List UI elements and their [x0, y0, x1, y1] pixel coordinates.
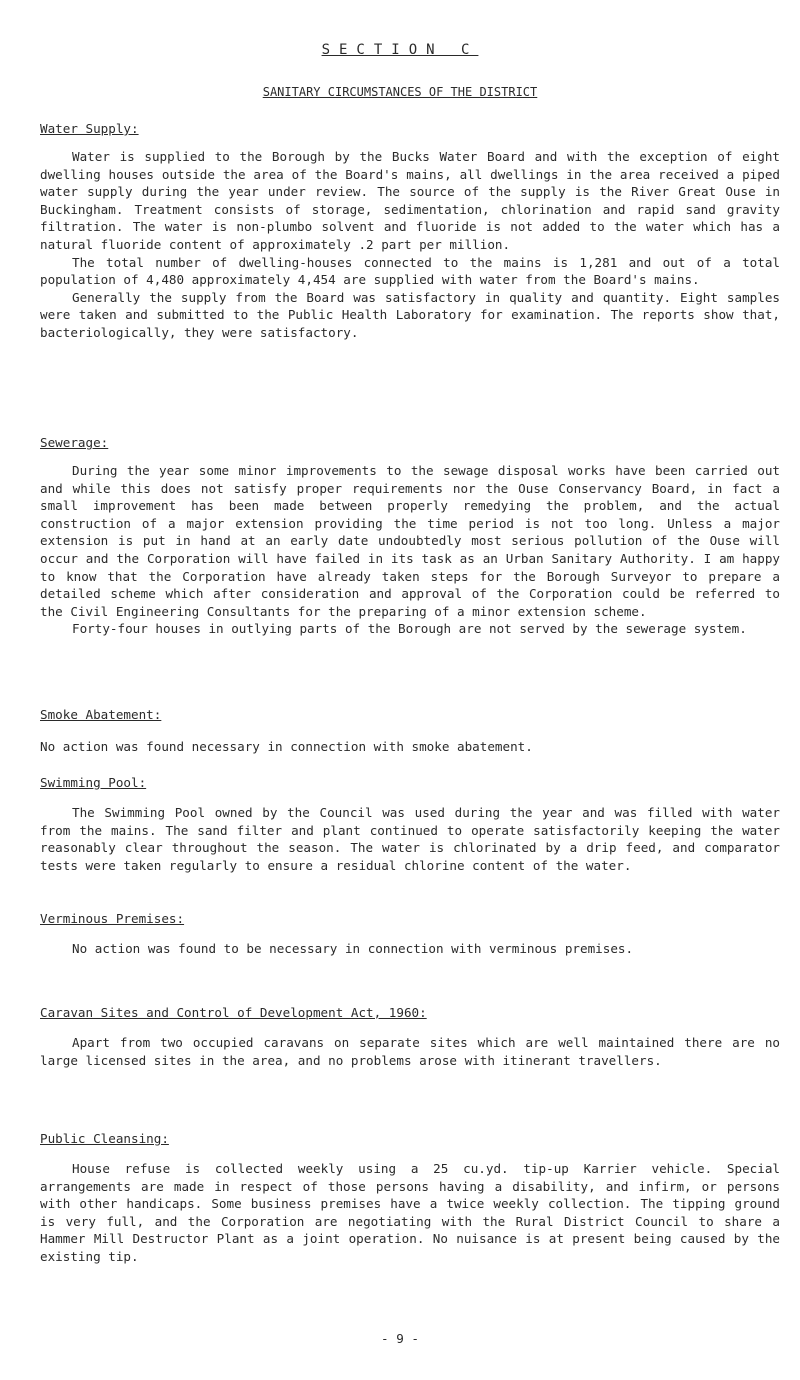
section-title: SECTION C	[321, 42, 479, 58]
sewerage-para-1: During the year some minor improvements to the sewage disposal works have been carried out and while this does not satisfy proper requirements nor the Ouse Conservancy Board, in fact a small improvement has been made between properly remedying the problem, and the actual construction of a major extension providing the time period is not too long. Unless a major extension is put in hand at an early date undoubtedly most serious pollution of the Ouse will occur and the Corporation will have failed in its task as an Urban Sanitary Authority. I am happy to know that the Corporation have already taken steps for the Borough Surveyor to prepare a detailed scheme which after consideration and approval of the Corporation could be referred to the Civil Engineering Consultants for the preparing of a minor extension scheme.	[40, 463, 780, 619]
public-cleansing-text	[40, 1160, 780, 1266]
verminous-premises-para-1: No action was found to be necessary in connection with verminous premises.	[72, 941, 634, 956]
caravan-sites-text	[40, 1034, 780, 1069]
public-cleansing-para-1: House refuse is collected weekly using a 25 cu.yd. tip-up Karrier vehicle. Special arrangements are made in respect of those persons having a disability, and infirm, or persons with other handicaps. Some business premises have a twice weekly collection. The tipping ground is very full, and the Corporation are negotiating with the Rural District Council to share a Hammer Mill Destructor Plant as a joint operation. No nuisance is at present being caused by the existing tip.	[40, 1161, 780, 1264]
heading-sewerage: Sewerage:	[40, 435, 109, 450]
smoke-abatement-para-1: No action was found necessary in connection with smoke abatement.	[40, 739, 533, 754]
document-subtitle: SANITARY CIRCUMSTANCES OF THE DISTRICT	[262, 85, 538, 99]
water-supply-para-1: Water is supplied to the Borough by the Bucks Water Board and with the exception of eight dwelling houses outside the area of the Board's mains, all dwellings in the area received a piped water supply during the year under review. The source of the supply is the River Great Ouse in Buckingham. Treatment consists of storage, sedimentation, chlorination and rapid sand gravity filtration. The water is non-plumbo solvent and fluoride is not added to the water which has a natural fluoride content of approximately .2 part per million.	[40, 149, 780, 252]
page-number: - 9 -	[381, 1331, 419, 1346]
heading-verminous-premises: Verminous Premises:	[40, 911, 185, 926]
water-supply-text	[40, 148, 780, 342]
water-supply-para-2: The total number of dwelling-houses connected to the mains is 1,281 and out of a total population of 4,480 approximately 4,454 are supplied with water from the Board's mains.	[40, 254, 780, 288]
heading-swimming-pool: Swimming Pool:	[40, 775, 147, 790]
swimming-pool-text	[40, 804, 780, 874]
caravan-sites-para-1: Apart from two occupied caravans on separate sites which are well maintained there are no large licensed sites in the area, and no problems arose with itinerant travellers.	[40, 1035, 780, 1068]
sewerage-para-2: Forty-four houses in outlying parts of the Borough are not served by the sewerage system.	[72, 621, 747, 637]
heading-caravan-sites: Caravan Sites and Control of Development Act, 1960:	[40, 1005, 427, 1020]
sewerage-text	[40, 462, 780, 638]
verminous-premises-text	[40, 940, 780, 958]
swimming-pool-para-1: The Swimming Pool owned by the Council was used during the year and was filled with water from the mains. The sand filter and plant continued to operate satisfactorily keeping the water reasonably clear throughout the season. The water is chlorinated by a drip feed, and comparator tests were taken regularly to ensure a residual chlorine content of the water.	[40, 805, 780, 873]
heading-smoke-abatement: Smoke Abatement:	[40, 707, 162, 722]
heading-public-cleansing: Public Cleansing:	[40, 1131, 169, 1146]
water-supply-para-3: Generally the supply from the Board was satisfactory in quality and quantity. Eight samples were taken and submitted to the Public Health Laboratory for examination. The reports show that, bacteriologically, they were satisfactory.	[40, 289, 780, 340]
heading-water-supply: Water Supply:	[40, 121, 139, 136]
smoke-abatement-text	[40, 738, 780, 756]
